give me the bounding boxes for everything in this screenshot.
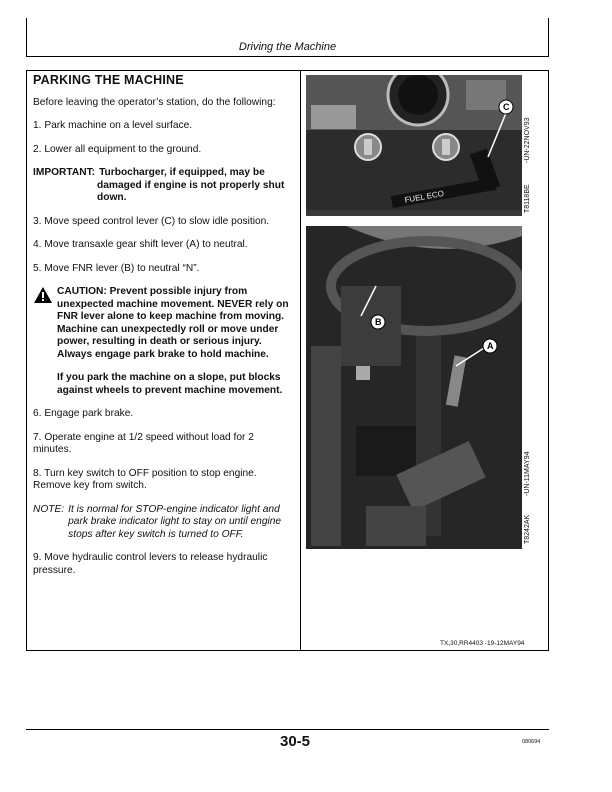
header-rule: [26, 56, 549, 57]
intro-text: Before leaving the operator’s station, do the following:: [33, 96, 276, 108]
callout-b-label: B: [375, 317, 382, 327]
caution-text: CAUTION: Prevent possible injury from unexpected machine movement. NEVER rely on FNR lever alone to keep machine from moving. Machine can unexpectedly roll or move under power, resulting in death or serious injury. Always engage park brake to hold machine.: [57, 286, 289, 360]
fig1-code: -UN-22NOV93: [524, 117, 531, 163]
instrument-panel-photo: [306, 75, 536, 216]
operator-station-photo: [306, 226, 536, 549]
note-text: It is normal for STOP-engine indicator light and park brake indicator light to stay on until engine stops after key switch is turned to OFF.: [68, 503, 282, 540]
fig2-id: T8242AK: [524, 514, 531, 544]
warning-triangle-icon: [33, 286, 57, 361]
step-5: 5. Move FNR lever (B) to neutral “N”.: [33, 262, 200, 274]
step-4: 4. Move transaxle gear shift lever (A) to neutral.: [33, 239, 248, 250]
column-divider: [300, 70, 301, 651]
note-block: [33, 504, 295, 542]
section-title: PARKING THE MACHINE: [33, 73, 184, 87]
callout-c-label: C: [503, 102, 510, 112]
step-9: 9. Move hydraulic control levers to release hydraulic pressure.: [33, 552, 268, 576]
important-text-cont: damaged if engine is not properly shut down.: [97, 179, 285, 203]
text-column: [33, 74, 295, 577]
important-text: Turbocharger, if equipped, may be: [99, 167, 265, 178]
step-8: 8. Turn key switch to OFF position to stop engine. Remove key from switch.: [33, 467, 257, 491]
document-reference: TX,30,RR4403 -19-12MAY94: [440, 640, 525, 647]
page-number: 30-5: [280, 733, 311, 750]
callout-a-label: A: [487, 341, 494, 351]
step-7: 7. Operate engine at 1/2 speed without load for 2 minutes.: [33, 431, 254, 455]
important-notice: [33, 167, 295, 180]
step-3: 3. Move speed control lever (C) to slow idle position.: [33, 215, 270, 227]
step-6: 6. Engage park brake.: [33, 408, 134, 419]
caution-slope-text: If you park the machine on a slope, put blocks against wheels to prevent machine movement.: [57, 372, 283, 396]
fig2-code: -UN-11MAY94: [524, 451, 531, 496]
footer-rule: [26, 729, 549, 730]
step-2: 2. Lower all equipment to the ground.: [33, 143, 202, 155]
caution-block: [33, 286, 295, 361]
running-header: Driving the Machine: [238, 41, 337, 53]
fig1-id: T8118BE: [524, 184, 531, 213]
important-label: IMPORTANT:: [33, 167, 96, 178]
fuel-economy-label: FUEL ECO: [403, 188, 445, 205]
note-label: NOTE:: [33, 503, 65, 515]
step-1: 1. Park machine on a level surface.: [33, 120, 193, 131]
page-code: 080694: [522, 739, 541, 745]
